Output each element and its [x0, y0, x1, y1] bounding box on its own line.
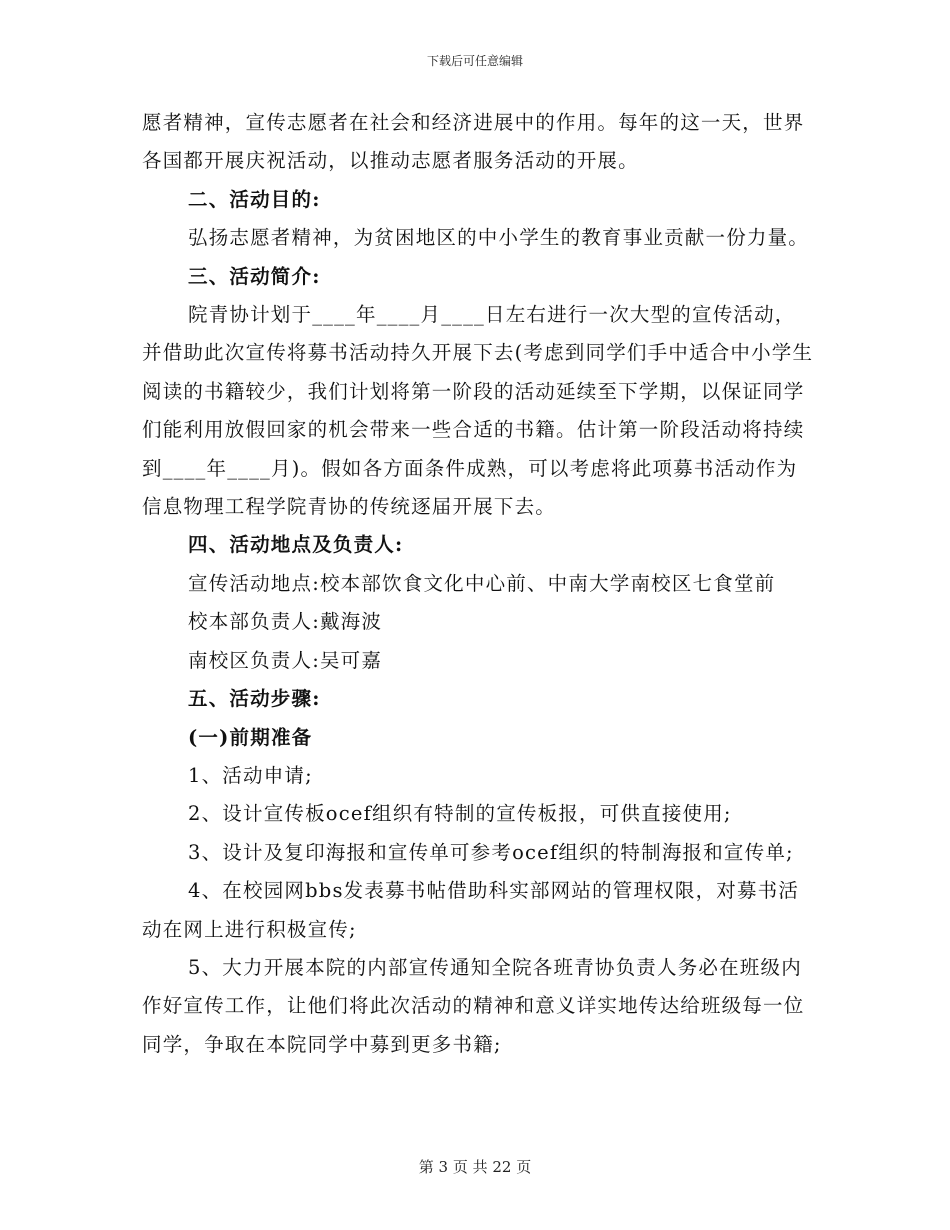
heading-activity-purpose: 二、活动目的: — [188, 187, 321, 211]
paragraph-activity-intro: 院青协计划于____年____月____日左右进行一次大型的宣传活动，并借助此次宣传将募书活动持久开展下去(考虑到同学们手中适合中小学生阅读的书籍较少，我们计划将第一阶段的活动延续至下学期，以保证同学们能利用放假回家的机会带来一些合适的书籍。估计第一阶段活动将持续到____年____月)。假如各方面条件成熟，可以考虑将此项募书活动作为信息物理工程学院青协的传统逐届开展下去。 — [142, 303, 814, 519]
page-footer: 第 3 页 共 22 页 — [418, 1158, 532, 1176]
heading-activity-intro: 三、活动简介: — [188, 264, 321, 288]
list-item-step-5: 5、大力开展本院的内部宣传通知全院各班青协负责人务必在班级内作好宣传工作，让他们将此次活动的精神和意义详实地传达给班级每一位同学，争取在本院同学中募到更多书籍; — [142, 955, 805, 1056]
document-body — [142, 104, 814, 1064]
paragraph-main-campus-leader: 校本部负责人:戴海波 — [188, 610, 383, 634]
heading-preparation: (一)前期准备 — [188, 725, 313, 749]
paragraph-location: 宣传活动地点:校本部饮食文化中心前、中南大学南校区七食堂前 — [188, 571, 776, 595]
paragraph-south-campus-leader: 南校区负责人:吴可嘉 — [188, 648, 383, 672]
page-header: 下载后可任意编辑 — [426, 54, 523, 68]
list-item-step-3: 3、设计及复印海报和宣传单可参考ocef组织的特制海报和宣传单; — [188, 840, 794, 864]
heading-activity-steps: 五、活动步骤: — [188, 687, 321, 711]
paragraph-intro-continued: 愿者精神，宣传志愿者在社会和经济进展中的作用。每年的这一天，世界各国都开展庆祝活动，以推动志愿者服务活动的开展。 — [142, 111, 805, 173]
list-item-step-4: 4、在校园网bbs发表募书帖借助科实部网站的管理权限，对募书活动在网上进行积极宣传; — [142, 879, 800, 941]
list-item-step-1: 1、活动申请; — [188, 763, 313, 787]
paragraph-activity-purpose: 弘扬志愿者精神，为贫困地区的中小学生的教育事业贡献一份力量。 — [188, 226, 810, 250]
list-item-step-2: 2、设计宣传板ocef组织有特制的宣传板报，可供直接使用; — [188, 802, 732, 826]
heading-location-and-leaders: 四、活动地点及负责人: — [188, 533, 404, 557]
